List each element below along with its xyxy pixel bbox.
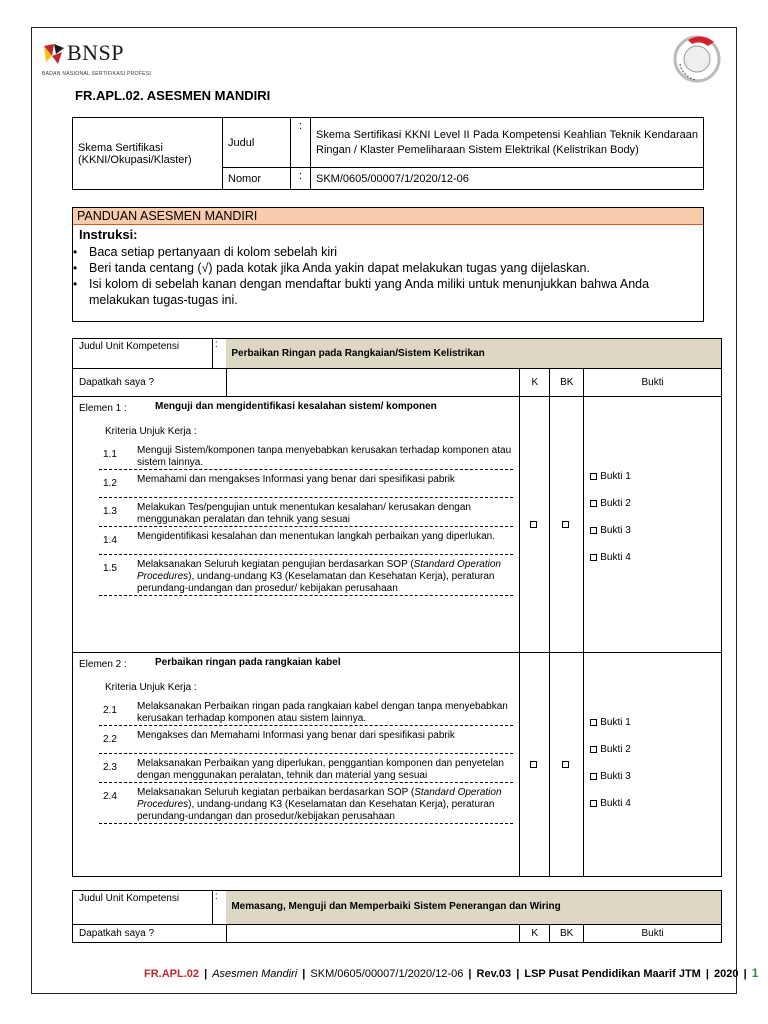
footer-separator: | — [302, 968, 306, 980]
footer-rev: Rev.03 — [476, 968, 512, 980]
instruksi-list — [79, 244, 697, 308]
dapatkah-label — [73, 369, 227, 397]
bukti-checkbox[interactable] — [590, 554, 597, 561]
k-header: K — [520, 925, 550, 943]
dapatkah-spacer — [226, 369, 519, 397]
lsp-logo-icon — [668, 30, 726, 88]
bnsp-logo — [42, 40, 152, 82]
bukti-checkbox[interactable] — [590, 800, 597, 807]
kriteria-text-pre: Melaksanakan Seluruh kegiatan pengujian berdasarkan SOP ( — [137, 559, 414, 570]
bukti-item[interactable] — [590, 544, 721, 571]
unit-label: Judul Unit Kompetensi — [73, 339, 213, 369]
dapatkah-text: Dapatkah saya ? — [79, 377, 155, 388]
unit-title: Perbaikan Ringan pada Rangkaian/Sistem Kelistrikan — [226, 339, 721, 369]
kriteria-list — [99, 701, 513, 824]
footer-separator: | — [468, 968, 472, 980]
dapatkah-spacer — [226, 925, 519, 943]
kriteria-num: 1.1 — [103, 449, 117, 460]
kriteria-text: Melakukan Tes/pengujian untuk menentukan kesalahan/ kerusakan dengan menggunakan peralatan dan tehnik yang sesuai — [137, 502, 471, 525]
kriteria-row — [99, 701, 513, 726]
bukti-item[interactable] — [590, 709, 721, 736]
kriteria-row — [99, 559, 513, 596]
bukti-label: Bukti 2 — [600, 744, 631, 755]
kriteria-text-italic: Standard Operation Procedures — [137, 559, 501, 582]
unit-title: Memasang, Menguji dan Memperbaiki Sistem Penerangan dan Wiring — [226, 891, 721, 925]
kriteria-row — [99, 502, 513, 527]
instruksi-label: Instruksi: — [79, 227, 138, 242]
bukti-header: Bukti — [584, 369, 722, 397]
bukti-checkbox[interactable] — [590, 773, 597, 780]
panduan-title: PANDUAN ASESMEN MANDIRI — [73, 208, 703, 225]
colon: : — [291, 118, 311, 168]
bukti-header: Bukti — [584, 925, 722, 943]
bukti-label: Bukti 4 — [600, 552, 631, 563]
kriteria-row — [99, 445, 513, 470]
k-header: K — [520, 369, 550, 397]
footer-separator: | — [516, 968, 520, 980]
bukti-checkbox[interactable] — [590, 719, 597, 726]
k-checkbox[interactable] — [530, 521, 537, 528]
bukti-label: Bukti 3 — [600, 771, 631, 782]
bukti-item[interactable] — [590, 463, 721, 490]
bukti-label: Bukti 1 — [600, 717, 631, 728]
instruksi-item: • Baca setiap pertanyaan di kolom sebelah kiri — [79, 244, 697, 260]
kriteria-text-post: ), undang-undang K3 (Keselamatan dan Kesehatan Kerja), peraturan perundang-undangan dan prosedur/ kebijakan perusahaan — [137, 571, 495, 594]
bnsp-brand-text: BNSP — [67, 40, 125, 65]
kriteria-num: 2.4 — [103, 791, 117, 802]
bukti-checkbox[interactable] — [590, 473, 597, 480]
kriteria-num: 1.4 — [103, 535, 117, 546]
bukti-item[interactable] — [590, 790, 721, 817]
bukti-checkbox[interactable] — [590, 527, 597, 534]
elemen-label: Elemen 1 : — [79, 403, 127, 414]
kriteria-text: Melaksanakan Perbaikan ringan pada rangkaian kabel dengan tanpa menyebabkan kerusakan terhadap komponen atau sistem lainnya. — [137, 701, 508, 724]
bk-checkbox[interactable] — [562, 521, 569, 528]
bukti-item[interactable] — [590, 490, 721, 517]
footer-year: 2020 — [714, 968, 739, 980]
kriteria-num: 1.3 — [103, 506, 117, 517]
bk-checkbox-cell — [550, 397, 584, 653]
kriteria-num: 1.5 — [103, 563, 117, 574]
footer-page-number: 1 — [751, 966, 759, 980]
kriteria-row — [99, 531, 513, 555]
kriteria-text: Memahami dan mengakses Informasi yang benar dari spesifikasi pabrik — [137, 474, 455, 485]
kriteria-num: 2.2 — [103, 734, 117, 745]
bukti-list — [584, 397, 722, 653]
instruksi-item: • Beri tanda centang (√) pada kotak jika Anda yakin dapat melakukan tugas yang dijelaskan. — [79, 260, 697, 276]
unit-table-1 — [72, 338, 722, 877]
bukti-list — [584, 653, 722, 877]
kriteria-num: 2.1 — [103, 705, 117, 716]
kriteria-text — [137, 787, 513, 823]
footer-separator: | — [705, 968, 709, 980]
kriteria-list — [99, 445, 513, 596]
nomor-value: SKM/0605/00007/1/2020/12-06 — [311, 168, 704, 190]
footer-lsp: LSP Pusat Pendidikan Maarif JTM — [524, 968, 701, 980]
nomor-label: Nomor — [223, 168, 291, 190]
elemen-1 — [73, 397, 520, 653]
bukti-label: Bukti 2 — [600, 498, 631, 509]
kriteria-text: Mengakses dan Memahami Informasi yang benar dari spesifikasi pabrik — [137, 730, 455, 741]
footer-name: Asesmen Mandiri — [212, 968, 298, 980]
page-footer — [144, 966, 758, 980]
kriteria-text-post: ), undang-undang K3 (Keselamatan dan Kesehatan Kerja), peraturan perundang-undangan dan prosedur/kebijakan perusahaan — [137, 799, 495, 822]
bukti-item[interactable] — [590, 763, 721, 790]
judul-value: Skema Sertifikasi KKNI Level II Pada Kompetensi Keahlian Teknik Kendaraan Ringan / Klaster Pemeliharaan Sistem Elektrikal (Kelistrikan Body) — [311, 118, 704, 168]
judul-label: Judul — [223, 118, 291, 168]
dapatkah-label — [73, 925, 227, 943]
bukti-item[interactable] — [590, 736, 721, 763]
elemen-label: Elemen 2 : — [79, 659, 127, 670]
panduan-box — [72, 207, 704, 322]
unit-table-2 — [72, 890, 722, 943]
bk-checkbox[interactable] — [562, 761, 569, 768]
colon: : — [212, 891, 226, 925]
kriteria-row — [99, 787, 513, 824]
footer-separator: | — [743, 968, 747, 980]
bukti-checkbox[interactable] — [590, 746, 597, 753]
elemen-title: Menguji dan mengidentifikasi kesalahan sistem/ komponen — [155, 401, 437, 412]
bnsp-emblem-icon — [42, 42, 66, 66]
skema-label: Skema Sertifikasi (KKNI/Okupasi/Klaster) — [73, 118, 223, 190]
document-title: FR.APL.02. ASESMEN MANDIRI — [75, 88, 271, 103]
colon: : — [291, 168, 311, 190]
kriteria-text-pre: Melaksanakan Seluruh kegiatan perbaikan berdasarkan SOP ( — [137, 787, 415, 798]
kriteria-text-italic: Standard Operation Procedures — [137, 787, 502, 810]
kuk-label: Kriteria Unjuk Kerja : — [105, 682, 197, 693]
footer-skm: SKM/0605/00007/1/2020/12-06 — [310, 968, 464, 980]
bk-header: BK — [550, 925, 584, 943]
k-checkbox[interactable] — [530, 761, 537, 768]
colon: : — [212, 339, 226, 369]
bnsp-brand-subtitle: BADAN NASIONAL SERTIFIKASI PROFESI — [42, 71, 152, 77]
bukti-label: Bukti 3 — [600, 525, 631, 536]
kriteria-row — [99, 474, 513, 498]
dapatkah-text: Dapatkah saya ? — [79, 928, 155, 939]
bukti-label: Bukti 1 — [600, 471, 631, 482]
kriteria-text: Menguji Sistem/komponen tanpa menyebabkan kerusakan terhadap komponen atau sistem lainnya. — [137, 445, 512, 468]
instruksi-item: • Isi kolom di sebelah kanan dengan mendaftar bukti yang Anda miliki untuk menunjukkan bahwa Anda melakukan tugas-tugas ini. — [79, 276, 697, 308]
bukti-label: Bukti 4 — [600, 798, 631, 809]
kuk-label: Kriteria Unjuk Kerja : — [105, 426, 197, 437]
kriteria-num: 2.3 — [103, 762, 117, 773]
k-checkbox-cell — [520, 397, 550, 653]
bukti-item[interactable] — [590, 517, 721, 544]
k-checkbox-cell — [520, 653, 550, 877]
footer-separator: | — [204, 968, 208, 980]
footer-code: FR.APL.02 — [144, 968, 200, 980]
kriteria-text: Mengidentifikasi kesalahan dan menentukan langkah perbaikan yang diperlukan. — [137, 531, 496, 542]
skema-table — [72, 117, 704, 190]
kriteria-row — [99, 730, 513, 754]
bk-checkbox-cell — [550, 653, 584, 877]
kriteria-text — [137, 559, 513, 595]
elemen-title: Perbaikan ringan pada rangkaian kabel — [155, 657, 341, 668]
kriteria-num: 1.2 — [103, 478, 117, 489]
bukti-checkbox[interactable] — [590, 500, 597, 507]
bk-header: BK — [550, 369, 584, 397]
unit-label: Judul Unit Kompetensi — [73, 891, 213, 925]
elemen-2 — [73, 653, 520, 877]
kriteria-row — [99, 758, 513, 783]
kriteria-text: Melaksanakan Perbaikan yang diperlukan, penggantian komponen dan penyetelan dengan menggunakan peralatan, tehnik dan material yang sesuai — [137, 758, 504, 781]
